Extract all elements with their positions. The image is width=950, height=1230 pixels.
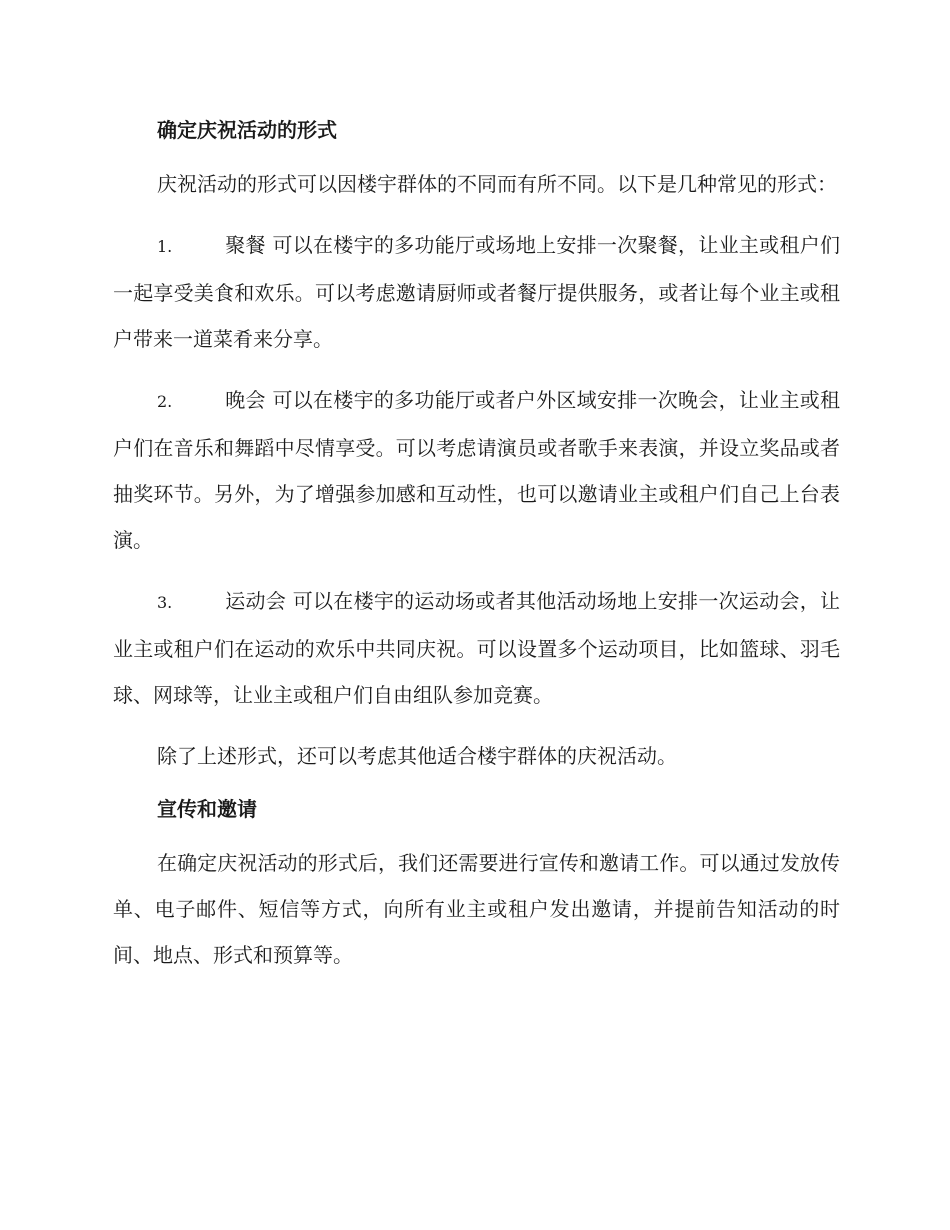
list-item — [113, 377, 840, 563]
section-heading-promotion: 宣传和邀请 — [157, 797, 257, 821]
list-item — [113, 222, 840, 362]
list-item-number: 2. — [157, 392, 173, 411]
section-intro-forms: 庆祝活动的形式可以因楼宇群体的不同而有所不同。以下是几种常见的形式： — [157, 172, 837, 196]
section-closing-forms: 除了上述形式，还可以考虑其他适合楼宇群体的庆祝活动。 — [157, 744, 677, 768]
list-item-number: 3. — [157, 593, 173, 612]
section-intro-promotion: 在确定庆祝活动的形式后，我们还需要进行宣传和邀请工作。可以通过发放传单、电子邮件、短信等方式，向所有业主或租户发出邀请，并提前告知活动的时间、地点、形式和预算等。 — [113, 851, 840, 967]
list-item-text: 聚餐 可以在楼宇的多功能厅或场地上安排一次聚餐，让业主或租户们一起享受美食和欢乐。可以考虑邀请厨师或者餐厅提供服务，或者让每个业主或租户带来一道菜肴来分享。 — [113, 233, 840, 351]
list-item-text: 晚会 可以在楼宇的多功能厅或者户外区域安排一次晚会，让业主或租户们在音乐和舞蹈中尽情享受。可以考虑请演员或者歌手来表演，并设立奖品或者抽奖环节。另外，为了增强参加感和互动性，也可以邀请业主或租户们自己上台表演。 — [113, 388, 840, 552]
document-page — [113, 112, 840, 978]
list-item — [113, 578, 840, 718]
section-heading-forms: 确定庆祝活动的形式 — [157, 118, 337, 142]
list-item-text: 运动会 可以在楼宇的运动场或者其他活动场地上安排一次运动会，让业主或租户们在运动的欢乐中共同庆祝。可以设置多个运动项目，比如篮球、羽毛球、网球等，让业主或租户们自由组队参加竞赛。 — [113, 589, 840, 707]
list-item-number: 1. — [157, 237, 173, 256]
